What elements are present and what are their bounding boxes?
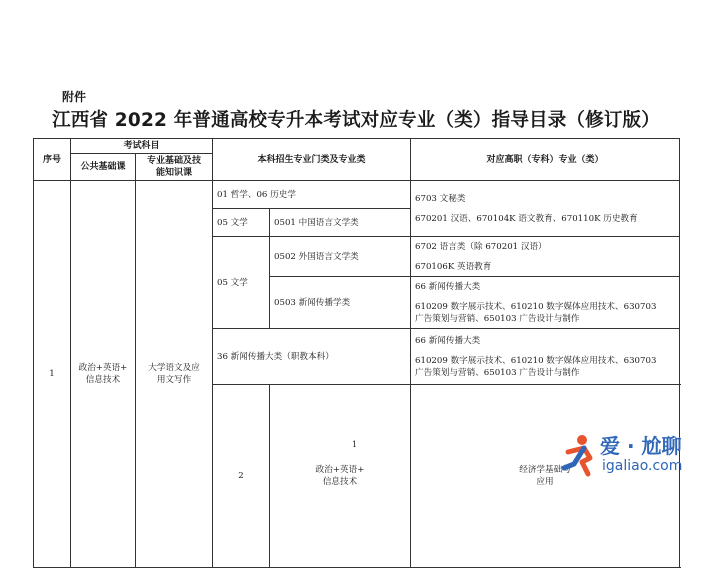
runner-logo-icon xyxy=(560,432,600,480)
row1-subcategory-0502: 0502 外国语言文学类 xyxy=(270,237,411,277)
corr-d-line1: 66 新闻传播大类 xyxy=(415,335,481,346)
site-watermark xyxy=(560,428,710,492)
header-seq: 序号 xyxy=(34,139,71,181)
corr-a-line2: 670201 汉语、670104K 语文教育、670110K 历史教育 xyxy=(415,213,638,224)
row1-corresponding-b xyxy=(411,237,680,277)
header-professional-line1: 专业基础及技 xyxy=(147,156,202,166)
header-professional-course xyxy=(136,154,213,181)
corr-d-line3: 广告策划与营销、650103 广告设计与制作 xyxy=(415,367,580,378)
table-row xyxy=(34,181,680,209)
row2-prof-line2: 应用 xyxy=(536,477,554,487)
row1-public-line2: 信息技术 xyxy=(85,375,121,385)
row1-subcategory-0501: 0501 中国语言文学类 xyxy=(270,209,411,237)
row2-public-course xyxy=(270,385,411,568)
watermark-domain: igaliao.com xyxy=(602,458,683,474)
corr-a-line1: 6703 文秘类 xyxy=(415,193,466,204)
row1-subcategory-0503: 0503 新闻传播学类 xyxy=(270,277,411,329)
row1-prof-line1: 大学语文及应 xyxy=(148,363,200,373)
row1-corresponding-a xyxy=(411,181,680,237)
row1-professional-course xyxy=(136,181,213,568)
row1-corresponding-d xyxy=(411,329,680,385)
corr-d-line2: 610209 数字展示技术、610210 数字媒体应用技术、630703 xyxy=(415,355,657,366)
corr-b-line1: 6702 语言类（除 670201 汉语） xyxy=(415,241,547,252)
row1-seq: 1 xyxy=(34,181,71,568)
header-row-1 xyxy=(34,139,680,154)
row1-category-literature-b: 05 文学 xyxy=(213,237,270,329)
row1-prof-line2: 用文写作 xyxy=(156,375,192,385)
page-number: 1 xyxy=(352,440,358,449)
major-catalog-table xyxy=(33,138,683,568)
corr-c-line3: 广告策划与营销、650103 广告设计与制作 xyxy=(415,313,580,324)
header-corresponding-major: 对应高职（专科）专业（类） xyxy=(411,139,680,181)
header-undergrad-major: 本科招生专业门类及专业类 xyxy=(213,139,411,181)
row2-seq: 2 xyxy=(213,385,270,568)
row1-category-36: 36 新闻传播大类（职教本科） xyxy=(213,329,411,385)
row1-category-history: 01 哲学、06 历史学 xyxy=(213,181,411,209)
corr-b-line2: 670106K 英语教育 xyxy=(415,261,492,272)
row1-public-line1: 政治+英语+ xyxy=(78,363,128,373)
header-professional-line2: 能知识课 xyxy=(156,168,193,178)
watermark-brand: 爱 · 尬聊 xyxy=(600,434,682,458)
row2-public-line1: 政治+英语+ xyxy=(315,465,365,475)
row1-corresponding-c xyxy=(411,277,680,329)
corr-c-line1: 66 新闻传播大类 xyxy=(415,281,481,292)
row1-public-course xyxy=(71,181,136,568)
annex-label: 附件 xyxy=(62,90,87,104)
header-public-course: 公共基础课 xyxy=(71,154,136,181)
header-exam-subjects: 考试科目 xyxy=(71,139,213,154)
corr-c-line2: 610209 数字展示技术、610210 数字媒体应用技术、630703 xyxy=(415,301,657,312)
document-title: 江西省 2022 年普通高校专升本考试对应专业（类）指导目录（修订版） xyxy=(52,110,660,131)
row1-category-literature-a: 05 文学 xyxy=(213,209,270,237)
row2-public-line2: 信息技术 xyxy=(322,477,358,487)
row2-prof-line1: 经济学基础与 xyxy=(519,465,571,475)
